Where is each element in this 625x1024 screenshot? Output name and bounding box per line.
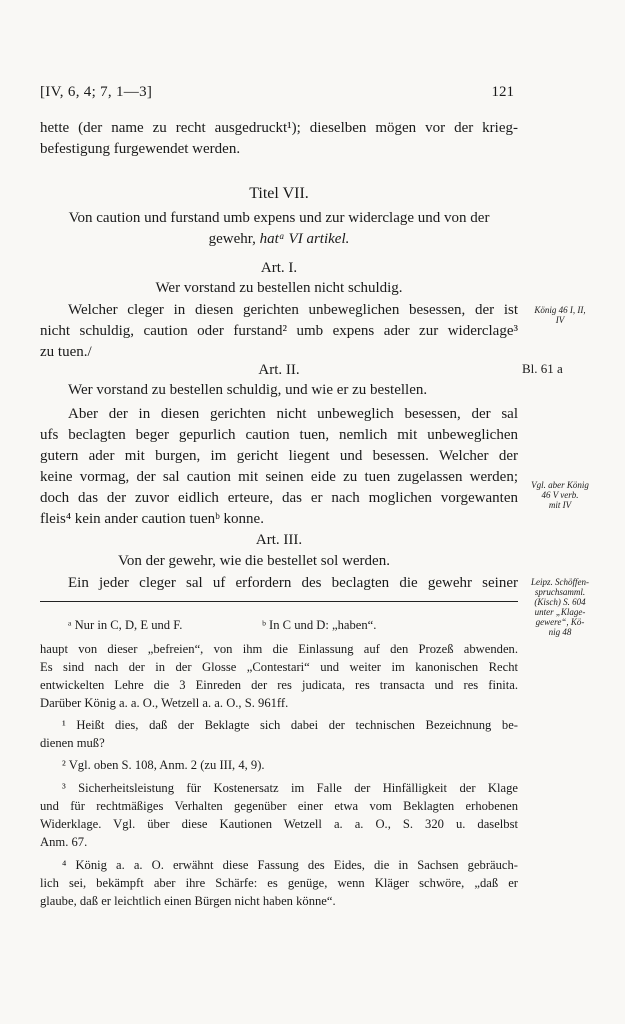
footnote-2: ² Vgl. oben S. 108, Anm. 2 (zu III, 4, 9). (62, 758, 265, 772)
art3-title: Von der gewehr, wie die bestellet sol werden. (118, 553, 390, 569)
art1-title: Wer vorstand zu bestellen nicht schuldig. (155, 280, 403, 296)
art2-line-2: ufs beclagten beger gepurlich caution tuen, nemlich mit unbeweglichen (40, 427, 518, 443)
margin-note-koenig-line1: König 46 I, II, (534, 305, 586, 315)
variant-note-b: ᵇ In C und D: „haben“. (262, 618, 377, 632)
page-number: 121 (491, 84, 514, 100)
subtitle-text: gewehr, (208, 231, 260, 247)
section-subtitle-line-2 (40, 229, 518, 250)
art2-title: Wer vorstand zu bestellen schuldig, und wie er zu bestellen. (68, 382, 428, 398)
art1-line-1: Welcher cleger in diesen gerichten unbeweglichen besessen, der ist (68, 302, 518, 318)
footnote-3-line-3: Widerklage. Vgl. über diese Kautionen Wetzell a. a. O., S. 320 u. daselbst (40, 817, 518, 831)
variant-note-a: ᵃ Nur in C, D, E und F. (68, 618, 183, 632)
art3-heading: Art. III. (255, 532, 303, 548)
subtitle-emphasis: hatᵃ VI artikel. (259, 231, 350, 247)
section-subtitle-line-1: Von caution und furstand umb expens und zur widerclage und von der (68, 210, 490, 226)
margin-note-vgl-line2: 46 V verb. (541, 490, 579, 500)
art2-line-6: fleis⁴ kein ander caution tuenᵇ konne. (40, 511, 264, 527)
intro-line-2: befestigung furgewendet werden. (40, 141, 241, 157)
margin-note-leipz-line1: Leipz. Schöffen- (531, 577, 589, 587)
art2-heading: Art. II. (258, 362, 300, 378)
margin-note-folio: Bl. 61 a (522, 361, 563, 376)
footnote-4-line-1: ⁴ König a. a. O. erwähnt diese Fassung des Eides, die in Sachsen gebräuch- (62, 858, 518, 872)
margin-note-koenig-line2: IV (555, 315, 565, 325)
running-header-reference: [IV, 6, 4; 7, 1—3] (40, 84, 153, 100)
art3-line-1: Ein jeder cleger sal uf erfordern des beclagten die gewehr seiner (68, 575, 518, 591)
footnote-3-line-2: und für rechtmäßiges Verhalten gegenüber einer etwa vom Beklagten erhobenen (40, 799, 518, 813)
footnote-4-line-2: lich sei, bekämpft aber ihre Schärfe: es genüge, wenn Kläger schwöre, „daß er (40, 876, 518, 890)
art2-line-1: Aber der in diesen gerichten nicht unbeweglich besessen, der sal (68, 406, 518, 422)
margin-note-leipz-line2: spruchsamml. (534, 587, 586, 597)
footnote-4-line-3: glaube, daß er leichtlich einen Bürgen nicht haben könne“. (40, 894, 336, 908)
art1-heading: Art. I. (260, 260, 298, 276)
footnote-cont-line-3: entwickelten Lehre die 3 Einreden der res judicata, res transacta und res finita. (40, 678, 518, 692)
intro-line-1: hette (der name zu recht ausgedruckt¹); dieselben mögen vor der krieg- (40, 120, 518, 136)
art1-line-2: nicht schuldig, caution oder furstand² umb expens ader zur widerclage³ (40, 323, 518, 339)
art2-line-3: gutern ader mit burgen, im gericht liegent und besessen. Welcher der (40, 448, 518, 464)
art2-line-5: doch das der zuvor eidlich erteure, das er nach moglichen vorgewanten (40, 490, 518, 506)
margin-note-vgl (520, 480, 600, 510)
footnote-cont-line-1: haupt von dieser „befreien“, von ihm die Einlassung auf den Prozeß abwenden. (40, 642, 518, 656)
section-title: Titel VII. (249, 185, 309, 202)
art2-line-4: keine vormag, der sal caution mit seinen eide zu tuen zugelassen werden; (40, 469, 518, 485)
footnote-1-line-1: ¹ Heißt dies, daß der Beklagte sich dabei der technischen Bezeichnung be- (62, 718, 518, 732)
margin-note-leipz-line4: unter „Klage- (534, 607, 586, 617)
margin-note-vgl-line1: Vgl. aber König (531, 480, 589, 490)
margin-note-leipz-line3: (Kisch) S. 604 (534, 597, 586, 607)
margin-note-leipz-line5: gewere“, Kö- (535, 617, 585, 627)
margin-note-koenig (520, 305, 600, 325)
footnote-3-line-4: Anm. 67. (40, 835, 88, 849)
footnote-3-line-1: ³ Sicherheitsleistung für Kostenersatz im Falle der Hinfälligkeit der Klage (62, 781, 518, 795)
margin-note-leipz (520, 577, 600, 637)
footnote-rule (40, 601, 518, 602)
margin-note-vgl-line3: mit IV (548, 500, 572, 510)
art1-line-3: zu tuen./ (40, 344, 92, 360)
footnote-cont-line-2: Es sind nach der in der Glosse „Contestari“ und weiter im kanonischen Recht (40, 660, 518, 674)
footnote-1-line-2: dienen muß? (40, 736, 105, 750)
margin-note-leipz-line6: nig 48 (548, 627, 572, 637)
footnote-cont-line-4: Darüber König a. a. O., Wetzell a. a. O., S. 961ff. (40, 696, 289, 710)
